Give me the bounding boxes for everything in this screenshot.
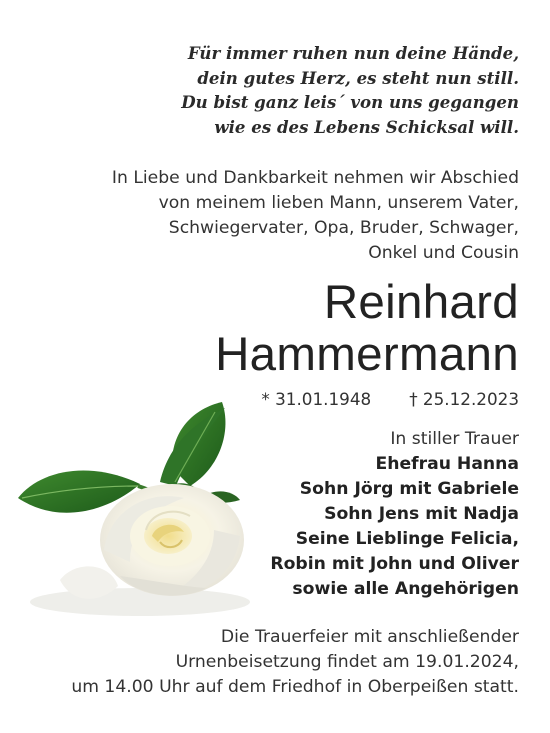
funeral-line: Die Trauerfeier mit anschließender bbox=[220, 627, 519, 647]
farewell-line: Schwiegervater, Opa, Bruder, Schwager, bbox=[168, 218, 519, 238]
birth-date: * 31.01.1948 bbox=[261, 389, 372, 409]
mourners bbox=[270, 427, 519, 602]
first-name: Reinhard bbox=[323, 276, 519, 329]
mourner-name: Sohn Jens mit Nadja bbox=[324, 504, 519, 524]
mourner-name: Seine Lieblinge Felicia, bbox=[295, 529, 519, 549]
life-dates bbox=[261, 388, 519, 410]
white-rose-icon bbox=[0, 390, 270, 630]
poem-line: dein gutes Herz, es steht nun still. bbox=[197, 67, 519, 88]
poem-line: wie es des Lebens Schicksal will. bbox=[214, 116, 519, 137]
mourner-name: Sohn Jörg mit Gabriele bbox=[299, 479, 519, 499]
last-name: Hammermann bbox=[215, 328, 519, 381]
mourner-name: sowie alle Angehörigen bbox=[292, 579, 519, 599]
mourners-heading: In stiller Trauer bbox=[390, 429, 519, 449]
mourner-name: Robin mit John und Oliver bbox=[270, 554, 519, 574]
mourner-name: Ehefrau Hanna bbox=[375, 454, 519, 474]
deceased-name bbox=[215, 277, 519, 381]
death-date: † 25.12.2023 bbox=[409, 389, 519, 409]
farewell-text bbox=[112, 166, 519, 266]
funeral-line: Urnenbeisetzung findet am 19.01.2024, bbox=[175, 652, 519, 672]
farewell-line: In Liebe und Dankbarkeit nehmen wir Abschied bbox=[111, 168, 519, 188]
farewell-line: von meinem lieben Mann, unserem Vater, bbox=[158, 193, 519, 213]
funeral-line: um 14.00 Uhr auf dem Friedhof in Oberpeißen statt. bbox=[71, 677, 519, 697]
poem bbox=[181, 41, 519, 139]
poem-line: Für immer ruhen nun deine Hände, bbox=[187, 43, 519, 63]
funeral-info bbox=[71, 625, 519, 700]
poem-line: Du bist ganz leis´ von uns gegangen bbox=[181, 92, 519, 113]
farewell-line: Onkel und Cousin bbox=[368, 243, 519, 263]
